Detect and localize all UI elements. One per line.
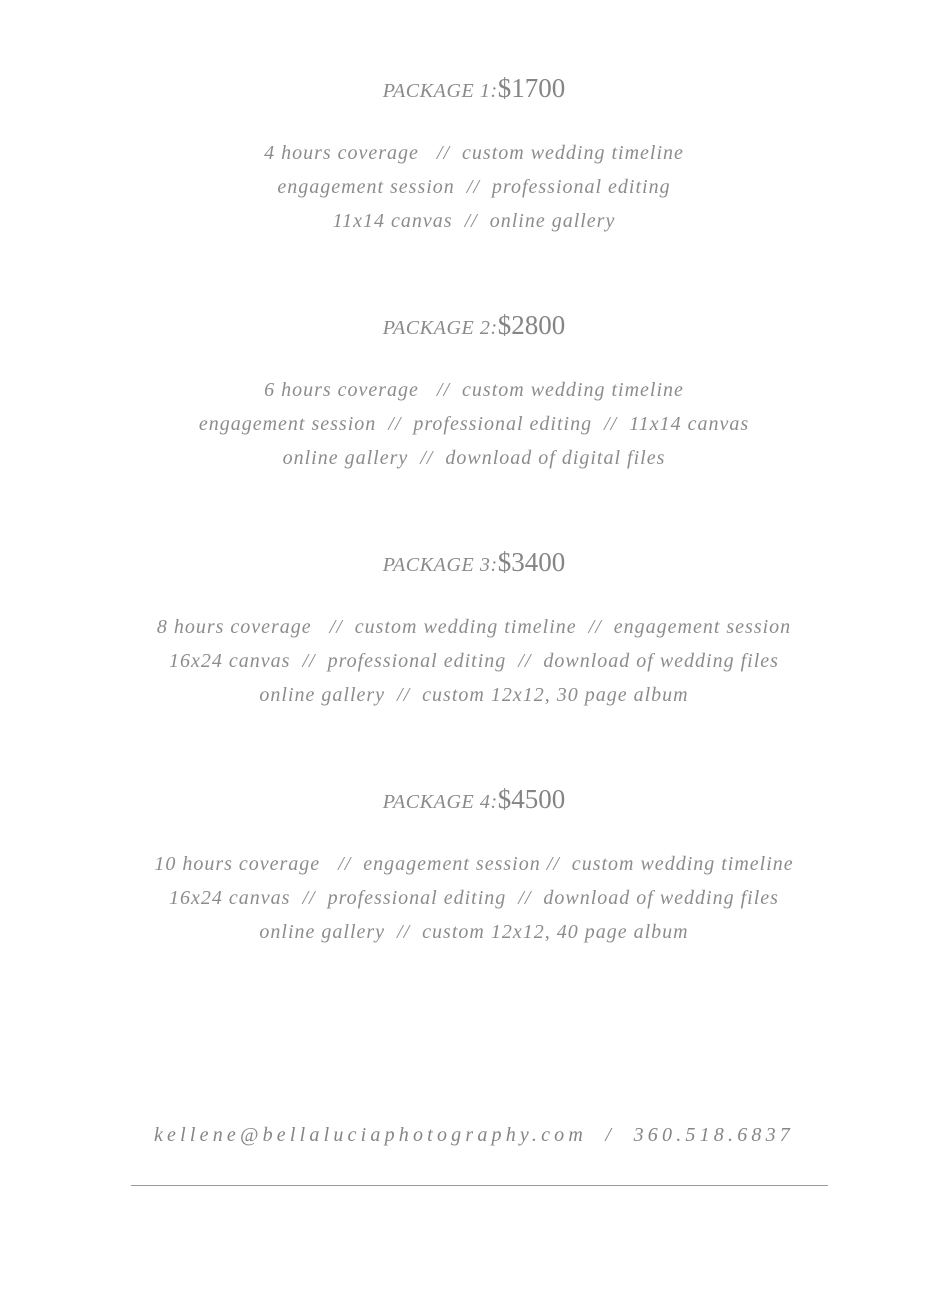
- package-label: PACKAGE 1:: [382, 80, 498, 102]
- package-3: [0, 542, 948, 712]
- feature-line: online gallery // custom 12x12, 30 page album: [259, 684, 689, 706]
- package-features: [0, 136, 948, 238]
- package-4: [0, 779, 948, 949]
- contact-line: [0, 1124, 948, 1147]
- feature-line: 8 hours coverage // custom wedding timeline // engagement session: [156, 616, 792, 638]
- package-features: [0, 373, 948, 475]
- feature-line: engagement session // professional editing // 11x14 canvas: [198, 413, 750, 435]
- package-price: $2800: [497, 310, 566, 340]
- feature-line: 6 hours coverage // custom wedding timeline: [264, 379, 684, 401]
- contact-email[interactable]: kellene@bellaluciaphotography.com: [153, 1124, 588, 1146]
- package-price: $4500: [497, 784, 566, 814]
- feature-line: online gallery // download of digital files: [282, 447, 666, 469]
- feature-line: 16x24 canvas // professional editing // download of wedding files: [169, 650, 779, 672]
- package-label: PACKAGE 2:: [382, 317, 498, 339]
- package-1: [0, 68, 948, 238]
- package-label: PACKAGE 3:: [382, 554, 498, 576]
- package-features: [0, 847, 948, 949]
- feature-line: 10 hours coverage // engagement session // custom wedding timeline: [154, 853, 794, 875]
- package-price: $3400: [497, 547, 566, 577]
- package-title: [0, 542, 948, 582]
- feature-line: engagement session // professional editing: [277, 176, 671, 198]
- package-label: PACKAGE 4:: [382, 791, 498, 813]
- footer-divider: [131, 1185, 828, 1186]
- feature-line: 11x14 canvas // online gallery: [332, 210, 616, 232]
- feature-line: online gallery // custom 12x12, 40 page album: [259, 921, 689, 943]
- package-price: $1700: [497, 73, 566, 103]
- package-title: [0, 779, 948, 819]
- package-2: [0, 305, 948, 475]
- contact-phone[interactable]: 360.518.6837: [633, 1124, 794, 1146]
- contact-separator: /: [587, 1124, 634, 1146]
- package-features: [0, 610, 948, 712]
- package-title: [0, 68, 948, 108]
- feature-line: 16x24 canvas // professional editing // download of wedding files: [169, 887, 779, 909]
- package-title: [0, 305, 948, 345]
- feature-line: 4 hours coverage // custom wedding timeline: [264, 142, 684, 164]
